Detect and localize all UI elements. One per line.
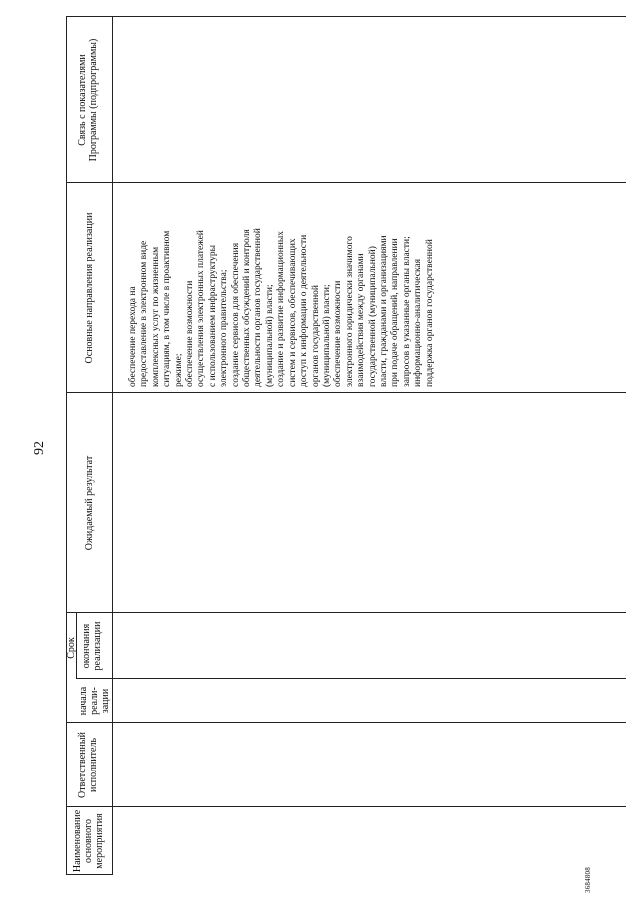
direction-line: при подаче обращений, направлении (390, 238, 401, 387)
direction-line: деятельности органов государственной (253, 228, 264, 387)
direction-line: поддержка органов государственной (424, 239, 435, 387)
direction-line: электронного юридически значимого (344, 236, 355, 387)
header-bottom-border (112, 17, 113, 875)
direction-line: обеспечение возможности (185, 280, 196, 387)
header-executor: Ответственный исполнитель (77, 732, 99, 798)
direction-line: информационно-аналитическая (413, 258, 424, 387)
header-event-name: Наименование основного мероприятия (72, 809, 105, 873)
direction-line: доступ к информации о деятельности (299, 234, 310, 387)
document-code: 3684808 (584, 867, 592, 893)
direction-line: (муниципальной) власти; (264, 284, 275, 387)
direction-line: создание сервисов для обеспечения (230, 242, 241, 387)
direction-line: создание и развитие информационных (276, 231, 287, 387)
page-number: 92 (32, 441, 47, 455)
direction-line: государственной (муниципальной) (367, 246, 378, 387)
direction-line: с использованием инфраструктуры (207, 244, 218, 387)
header-term-end: окончания реализации (81, 621, 103, 671)
header-main-directions: Основные направления реализации (84, 212, 95, 364)
header-term: Срок (66, 637, 77, 659)
column-divider (76, 678, 626, 679)
direction-line: обеспечение возможности (333, 280, 344, 387)
direction-line: ситуациям, в том числе в проактивном (162, 230, 173, 387)
header-expected-result: Ожидаемый результат (84, 455, 95, 551)
direction-line: осуществления электронных платежей (196, 230, 207, 387)
column-divider (66, 16, 626, 17)
header-term-start: начала реали- зации (78, 686, 111, 716)
direction-line: запросов в указанные органы власти; (401, 236, 412, 387)
header-indicators-link: Связь с показателями Программы (подпрограммы) (77, 38, 99, 162)
direction-line: (муниципальной) власти; (321, 284, 332, 387)
main-directions-list (128, 137, 436, 387)
direction-line: комплексных услуг по жизненным (150, 246, 161, 387)
column-divider (66, 722, 626, 723)
direction-line: общественных обсуждений и контроля (242, 229, 253, 387)
direction-line: обеспечение перехода на (128, 286, 138, 387)
direction-line: взаимодействия между органами (356, 253, 367, 387)
direction-line: систем и сервисов, обеспечивающих (287, 238, 298, 387)
direction-line: власти, гражданами и организациями (378, 235, 389, 387)
column-divider (66, 806, 626, 807)
direction-line: органов государственной (310, 284, 321, 387)
direction-line: электронного правительства; (219, 269, 230, 387)
direction-line: предоставление в электронном виде (139, 240, 150, 387)
column-divider (66, 392, 626, 393)
column-divider (66, 612, 626, 613)
direction-line: режиме; (173, 353, 184, 387)
table-top-border (66, 17, 67, 875)
